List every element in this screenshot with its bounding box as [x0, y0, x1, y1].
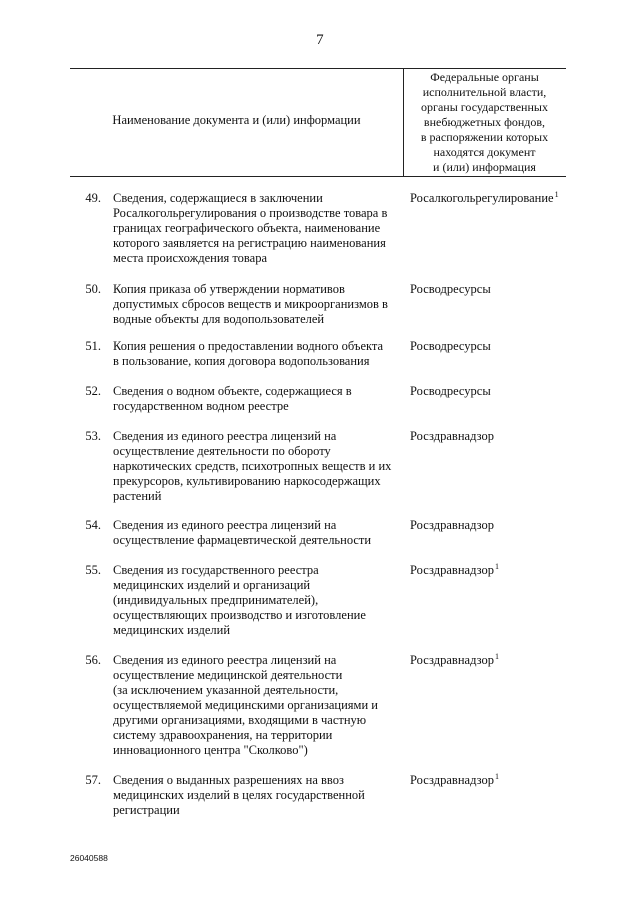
header-organ-line: внебюджетных фондов,	[423, 115, 546, 129]
row-description	[113, 429, 403, 504]
row-number: 57.	[85, 773, 101, 787]
row-number: 54.	[85, 518, 101, 532]
footnote-marker: 1	[554, 190, 559, 199]
description-line: осуществление медицинской деятельности	[113, 668, 343, 682]
description-line: растений	[113, 489, 162, 503]
description-line: осуществляющих производство и изготовление	[113, 608, 366, 622]
description-line: Сведения из единого реестра лицензий на	[113, 429, 337, 443]
description-line: регистрации	[113, 803, 180, 817]
row-number: 49.	[85, 191, 101, 205]
row-description	[113, 563, 403, 638]
description-line: систему здравоохранения, на территории	[113, 728, 333, 742]
table-header-top-border	[70, 68, 566, 69]
page-number: 7	[316, 32, 324, 48]
organ-name: Росздравнадзор	[410, 653, 494, 667]
header-organ-line: органы государственных	[421, 100, 548, 114]
description-line: водные объекты для водопользователей	[113, 312, 325, 326]
description-line: прекурсоров, культивированию наркосодержащих	[113, 474, 381, 488]
row-organ	[410, 653, 499, 668]
organ-name: Росводресурсы	[410, 384, 491, 398]
row-description	[113, 384, 403, 414]
organ-name: Росводресурсы	[410, 282, 491, 296]
description-line: Сведения, содержащиеся в заключении	[113, 191, 323, 205]
description-line: медицинских изделий	[113, 623, 231, 637]
description-line: которого заявляется на регистрацию наименования	[113, 236, 386, 250]
footnote-marker: 1	[494, 772, 499, 781]
description-line: государственном водном реестре	[113, 399, 289, 413]
row-organ	[410, 518, 495, 533]
organ-name: Росздравнадзор	[410, 429, 494, 443]
description-line: медицинских изделий в целях государственной	[113, 788, 365, 802]
description-line: другими организациями, входящими в частную	[113, 713, 367, 727]
description-line: осуществление фармацевтической деятельности	[113, 533, 372, 547]
description-line: Сведения о выданных разрешениях на ввоз	[113, 773, 344, 787]
row-organ	[410, 773, 499, 788]
description-line: наркотических средств, психотропных веществ и их	[113, 459, 392, 473]
description-line: Сведения из государственного реестра	[113, 563, 319, 577]
description-line: медицинских изделий и организаций	[113, 578, 311, 592]
header-organ-line: находятся документ	[433, 145, 536, 159]
table-header-organ-column	[403, 70, 566, 175]
description-line: Росалкогольрегулирования о производстве товара в	[113, 206, 388, 220]
row-description	[113, 191, 403, 266]
organ-name: Росводресурсы	[410, 339, 491, 353]
header-organ-line: в распоряжении которых	[420, 130, 549, 144]
row-description	[113, 339, 403, 369]
document-code: 26040588	[70, 853, 108, 863]
description-line: Сведения о водном объекте, содержащиеся в	[113, 384, 352, 398]
organ-name: Росалкогольрегулирование	[410, 191, 554, 205]
description-line: осуществление деятельности по обороту	[113, 444, 331, 458]
organ-name: Росздравнадзор	[410, 563, 494, 577]
description-line: Копия решения о предоставлении водного объекта	[113, 339, 384, 353]
row-organ	[410, 429, 495, 444]
description-line: осуществляемой медицинскими организациями и	[113, 698, 378, 712]
row-organ	[410, 563, 499, 578]
description-line: допустимых сбросов веществ и микроорганизмов в	[113, 297, 388, 311]
row-number: 50.	[85, 282, 101, 296]
row-number: 56.	[85, 653, 101, 667]
description-line: границах географического объекта, наименование	[113, 221, 381, 235]
description-line: места происхождения товара	[113, 251, 268, 265]
header-organ-line: Федеральные органы	[430, 70, 539, 84]
organ-name: Росздравнадзор	[410, 773, 494, 787]
description-line: (за исключением указанной деятельности,	[113, 683, 339, 697]
footnote-marker: 1	[494, 562, 499, 571]
row-number: 51.	[85, 339, 101, 353]
row-organ	[410, 384, 492, 399]
description-line: в пользование, копия договора водопользования	[113, 354, 370, 368]
description-line: Копия приказа об утверждении нормативов	[113, 282, 345, 296]
header-organ-line: и (или) информация	[433, 160, 536, 174]
row-organ	[410, 282, 492, 297]
row-organ	[410, 191, 559, 206]
row-description	[113, 282, 403, 327]
description-line: инновационного центра "Сколково")	[113, 743, 308, 757]
row-description	[113, 773, 403, 818]
row-number: 55.	[85, 563, 101, 577]
description-line: (индивидуальных предпринимателей),	[113, 593, 319, 607]
row-number: 53.	[85, 429, 101, 443]
header-organ-line: исполнительной власти,	[422, 85, 547, 99]
description-line: Сведения из единого реестра лицензий на	[113, 518, 337, 532]
table-header-document-column: Наименование документа и (или) информации	[112, 113, 361, 127]
row-description	[113, 518, 403, 548]
description-line: Сведения из единого реестра лицензий на	[113, 653, 337, 667]
row-description	[113, 653, 403, 758]
footnote-marker: 1	[494, 652, 499, 661]
row-number: 52.	[85, 384, 101, 398]
table-header-bottom-border	[70, 176, 566, 177]
organ-name: Росздравнадзор	[410, 518, 494, 532]
row-organ	[410, 339, 492, 354]
